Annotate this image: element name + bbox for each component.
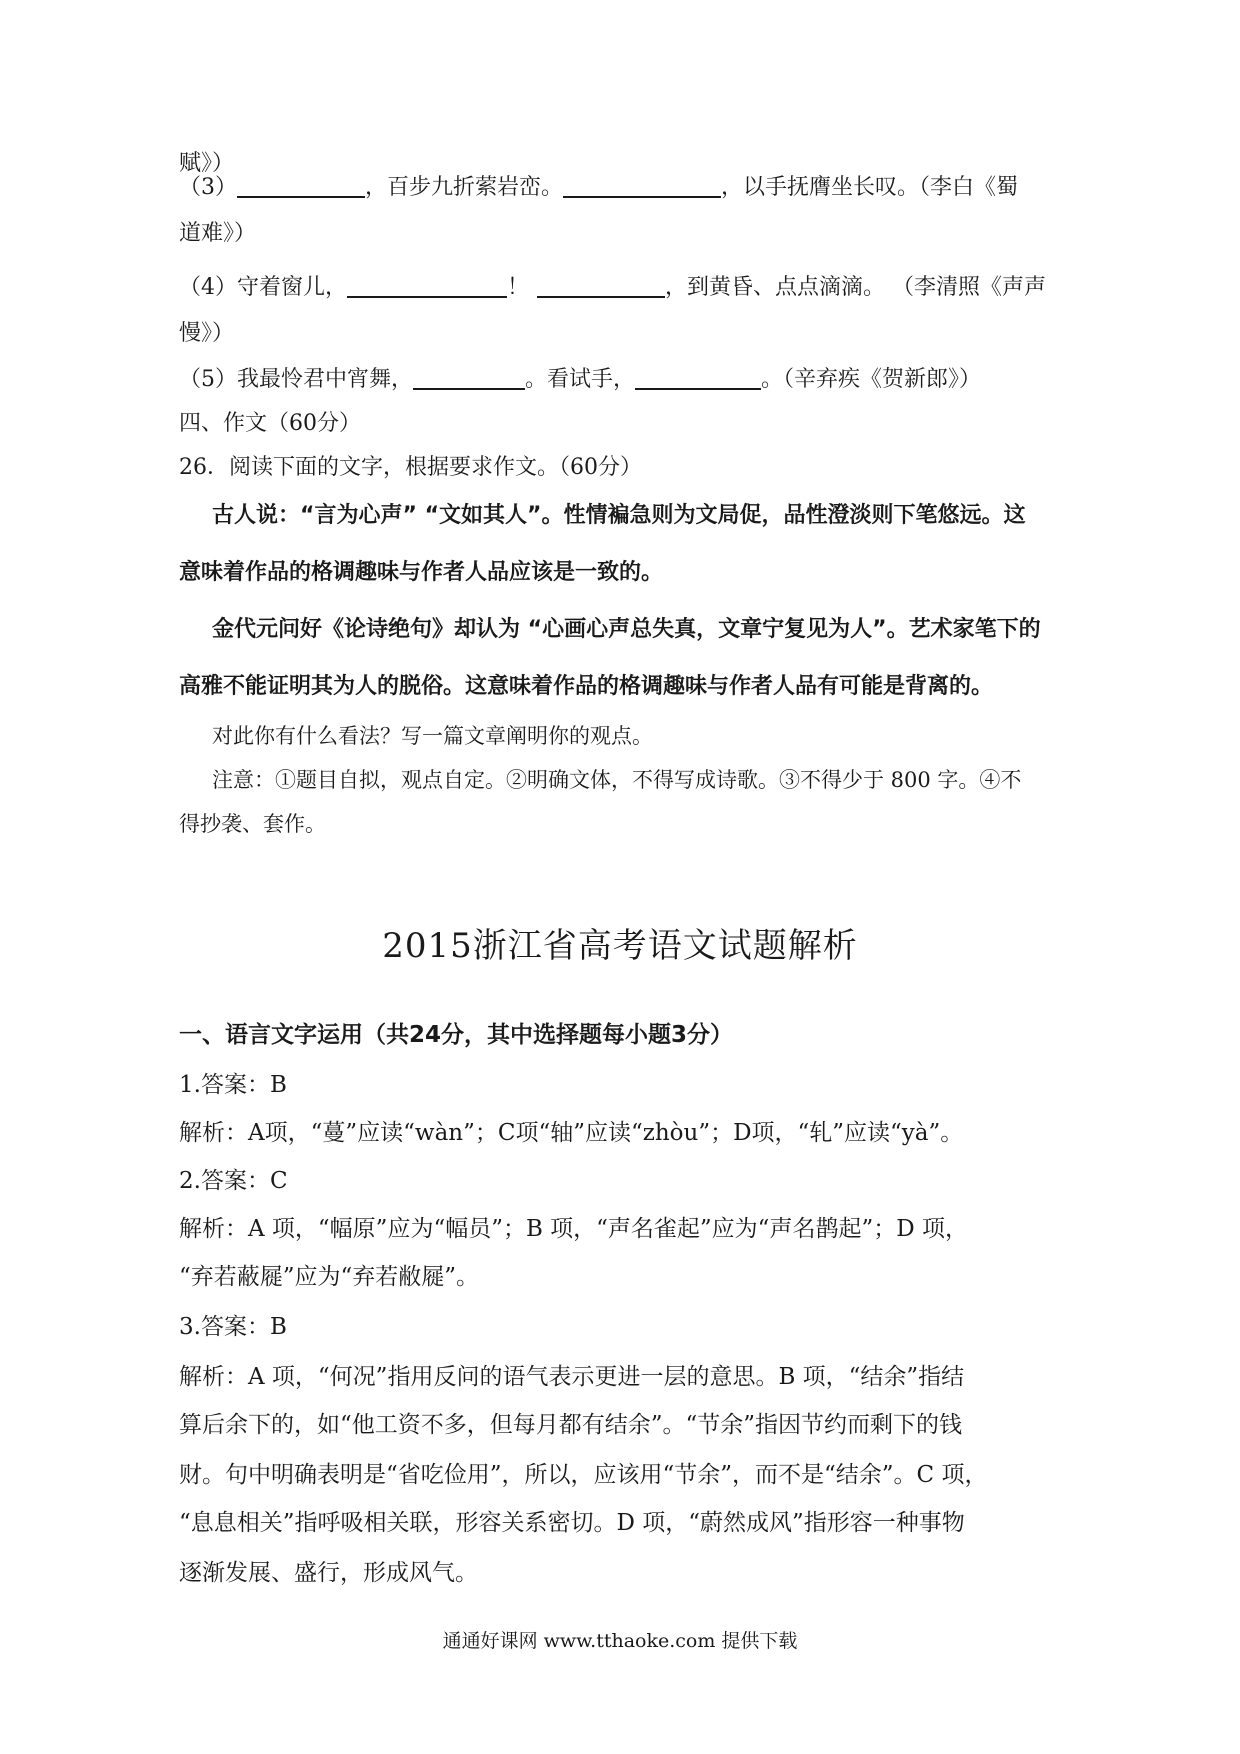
analysis-title: 2015浙江省高考语文试题解析 [382, 926, 858, 966]
q4-bang: ！ [507, 275, 530, 300]
q5-blank-1[interactable] [413, 364, 525, 390]
essay-paragraph-2b: 高雅不能证明其为人的脱俗。这意味着作品的格调趣味与作者人品有可能是背离的。 [179, 674, 994, 699]
answer-2-explanation-a: 解析：A 项，“幅原”应为“幅员”；B 项，“声名雀起”应为“声名鹊起”；D 项， [179, 1216, 968, 1242]
q5-number: （5）我最怜君中宵舞， [179, 367, 413, 392]
answer-3-explanation-a: 解析：A 项，“何况”指用反问的语气表示更进一层的意思。B 项，“结余”指结 [179, 1364, 965, 1390]
q4-number: （4）守着窗儿， [179, 275, 347, 300]
essay-prompt: 26．阅读下面的文字，根据要求作文。（60分） [179, 455, 642, 480]
answer-3-explanation-e: 逐渐发展、盛行，形成风气。 [179, 1560, 478, 1586]
q5-blank-2[interactable] [635, 364, 761, 390]
answer-3-explanation-d: “息息相关”指呼吸相关联，形容关系密切。D 项，“蔚然成风”指形容一种事物 [179, 1510, 965, 1536]
fill-q3-cont [179, 218, 1069, 250]
essay-note-a: 注意：①题目自拟，观点自定。②明确文体，不得写成诗歌。③不得少于 800 字。④不 [212, 768, 1022, 792]
analysis-section-heading: 一、语言文字运用（共24分，其中选择题每小题3分） [179, 1022, 734, 1048]
q5-mid-text: 。看试手， [525, 367, 636, 392]
essay-section-heading: 四、作文（60分） [179, 411, 361, 436]
essay-question: 对此你有什么看法？写一篇文章阐明你的观点。 [212, 724, 653, 748]
fill-q4-cont [179, 318, 1069, 350]
q4-cont-text: 慢》） [179, 321, 235, 346]
answer-3-explanation-c: 财。句中明确表明是“省吃俭用”，所以，应该用“节余”，而不是“结余”。C 项， [179, 1462, 988, 1488]
q5-end-text: 。（辛弃疾《贺新郎》） [761, 367, 982, 392]
q3-end-text: ，以手抚膺坐长叹。（李白《蜀 [721, 175, 1019, 200]
q3-blank-2[interactable] [563, 172, 721, 198]
essay-paragraph-1a: 古人说：“言为心声” “文如其人”。性情褊急则为文局促，品性澄淡则下笔悠远。这 [212, 503, 1026, 528]
fill-q4 [179, 272, 1069, 304]
fill-line-0-text: 赋》） [179, 151, 235, 176]
fill-q3 [179, 172, 1069, 204]
page-footer: 通通好课网 www.tthaoke.com 提供下载 [442, 1630, 798, 1652]
answer-3-explanation-b: 算后余下的，如“他工资不多，但每月都有结余”。“节余”指因节约而剩下的钱 [179, 1412, 963, 1438]
q4-blank-1[interactable] [347, 272, 507, 298]
answer-3: 3.答案：B [179, 1314, 287, 1340]
answer-2-explanation-b: “弃若蔽屣”应为“弃若敝屣”。 [179, 1264, 480, 1290]
q3-cont-text: 道难》） [179, 221, 257, 246]
q4-end-text: ，到黄昏、点点滴滴。 （李清照《声声 [665, 275, 1047, 300]
q3-mid-text: ，百步九折萦岩峦。 [365, 175, 564, 200]
q3-blank-1[interactable] [237, 172, 365, 198]
fill-q5 [179, 364, 1069, 396]
essay-note-b: 得抄袭、套作。 [179, 812, 326, 836]
essay-paragraph-2a: 金代元问好《论诗绝句》却认为 “心画心声总失真，文章宁复见为人”。艺术家笔下的 [212, 617, 1041, 642]
q3-number: （3） [179, 175, 237, 200]
answer-1-explanation: 解析：A项，“蔓”应读“wàn”；C项“轴”应读“zhòu”；D项，“轧”应读“yà”。 [179, 1120, 964, 1146]
q4-blank-2[interactable] [537, 272, 665, 298]
essay-paragraph-1b: 意味着作品的格调趣味与作者人品应该是一致的。 [179, 560, 664, 585]
answer-2: 2.答案：C [179, 1168, 288, 1194]
answer-1: 1.答案：B [179, 1072, 287, 1098]
